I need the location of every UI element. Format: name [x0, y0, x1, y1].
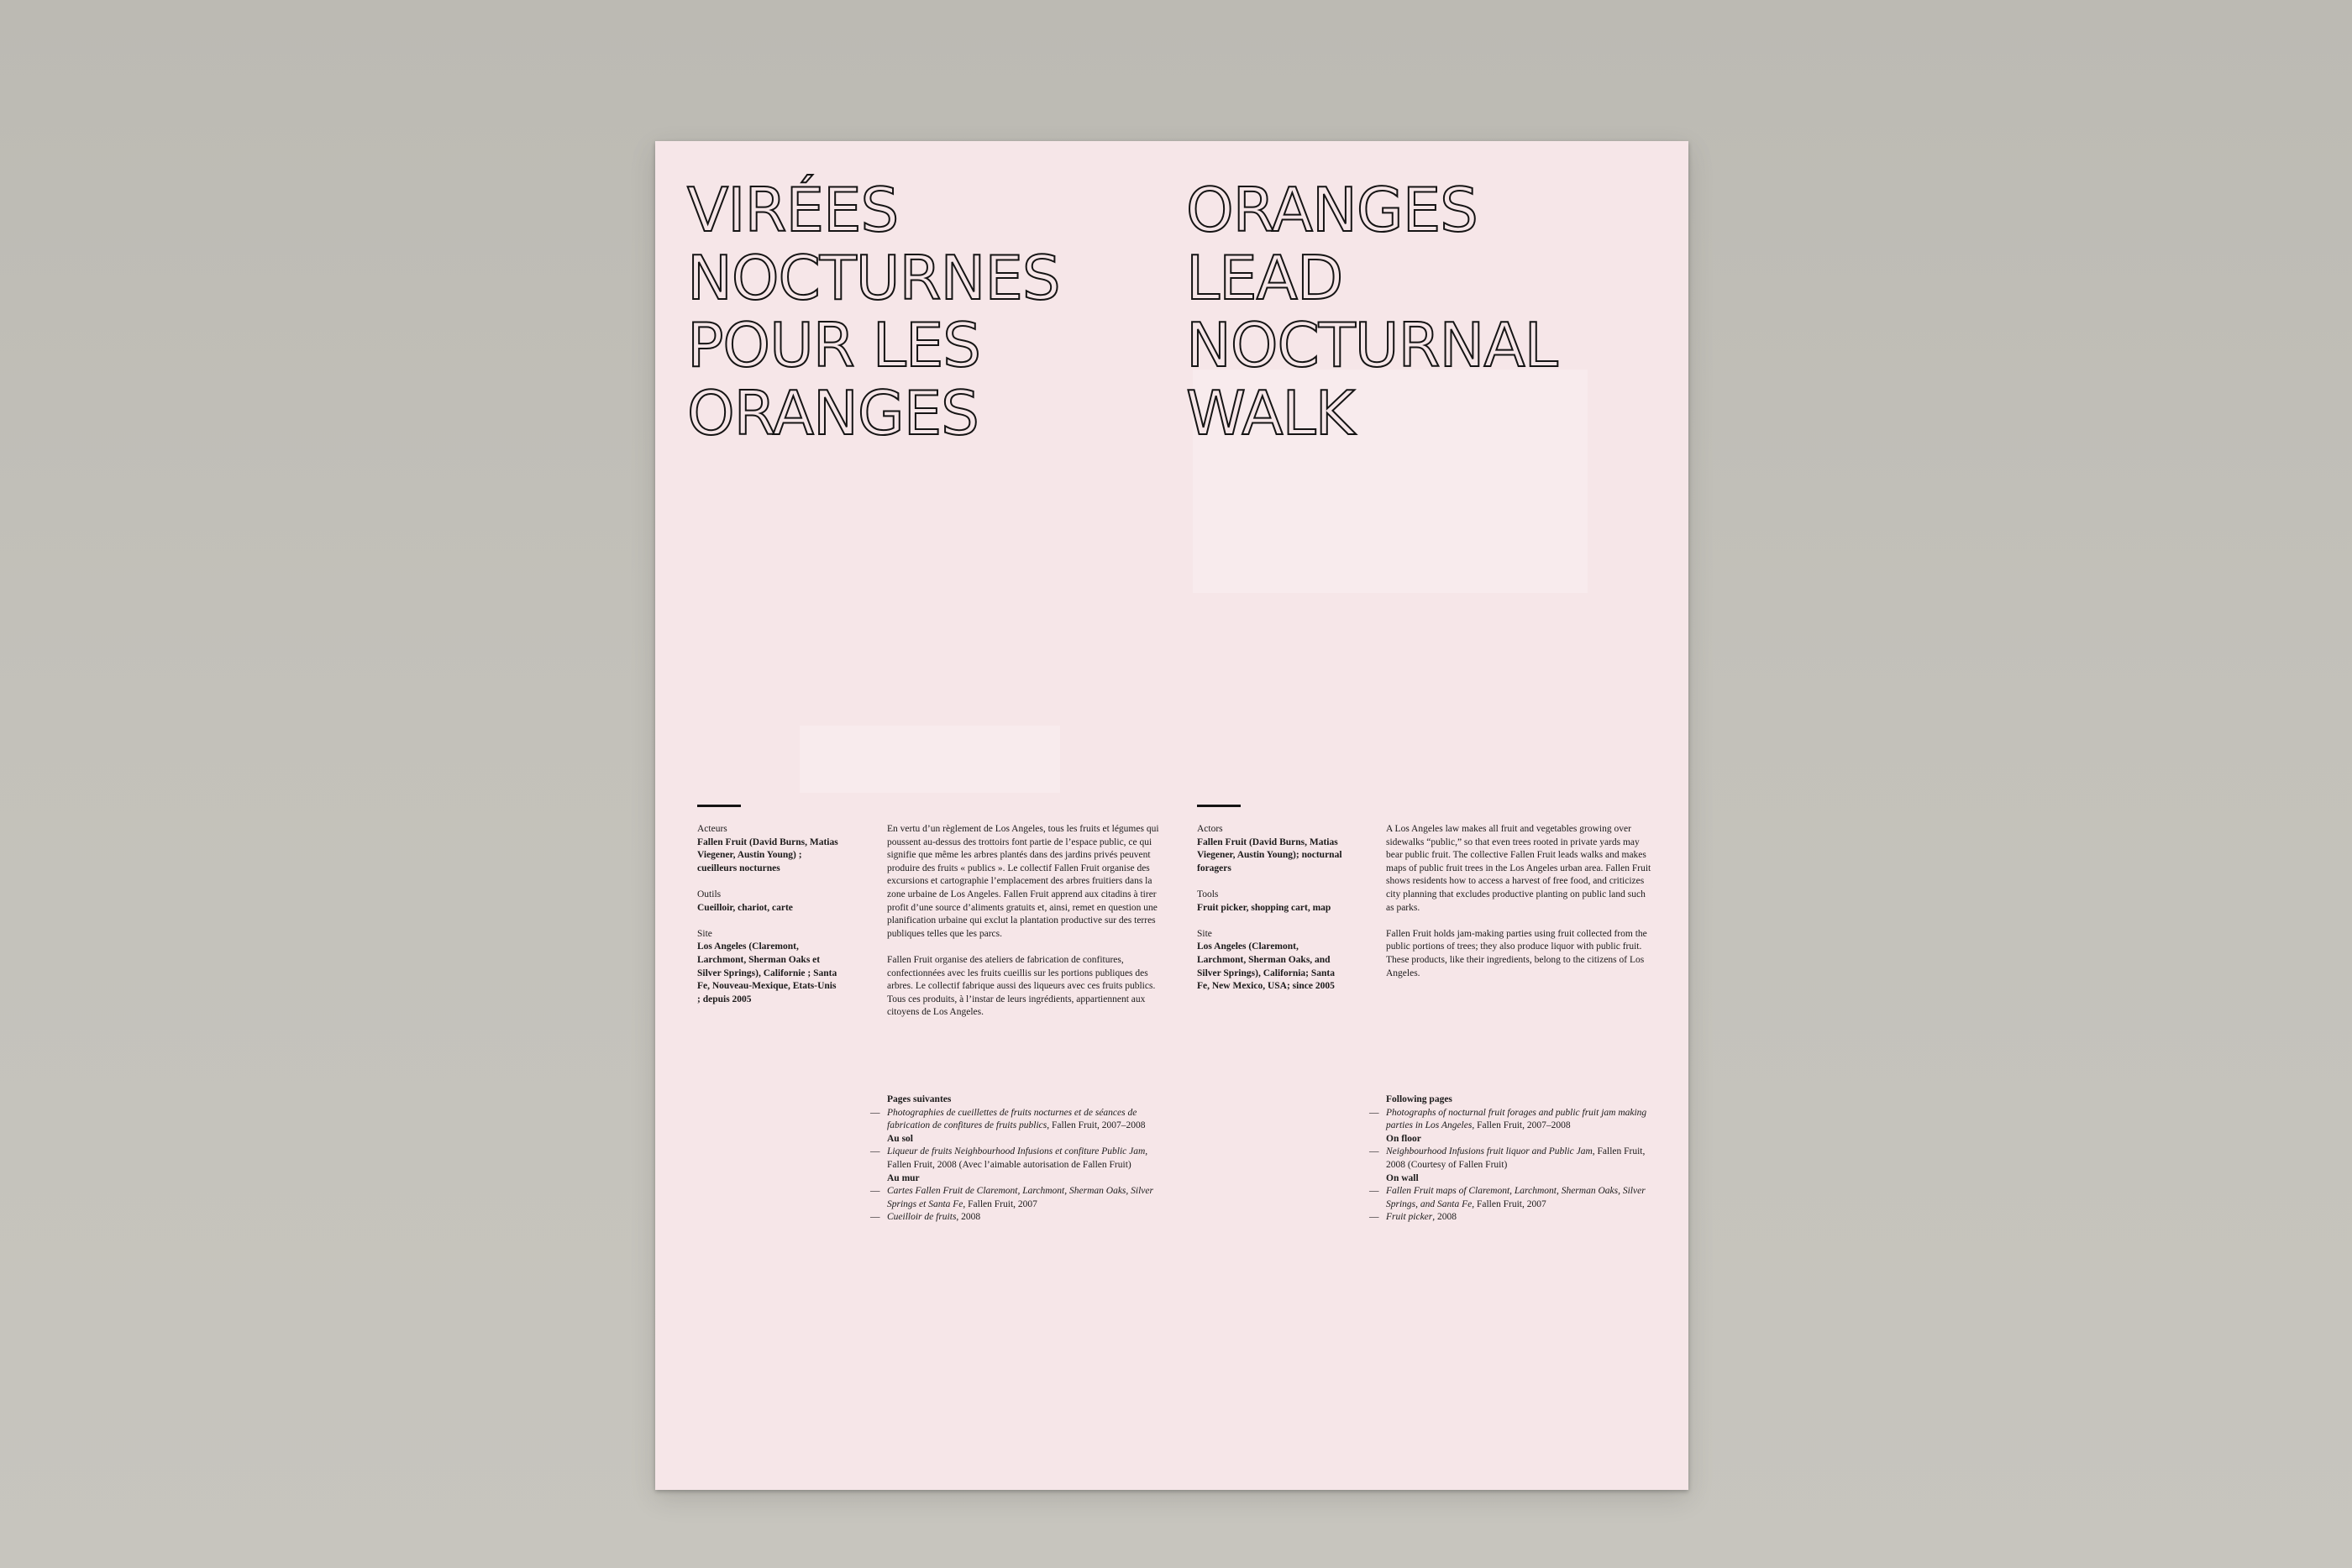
french-body	[887, 823, 1161, 1033]
french-title	[687, 176, 1060, 448]
credit-value: Fruit picker, shopping cart, map	[1197, 902, 1331, 913]
group-heading: On floor	[1386, 1133, 1421, 1144]
body-paragraph: Fallen Fruit holds jam-making parties using fruit collected from the public portions of trees; they also produce liquor with public fruit. These products, like their ingredients, belong to the citizens of Los Angeles.	[1386, 928, 1647, 978]
dash-marker: —	[870, 1146, 880, 1157]
list-item	[870, 1185, 1156, 1211]
dash-marker: —	[1369, 1212, 1379, 1223]
credit-label: Site	[1197, 928, 1212, 939]
work-details: , 2008	[956, 1212, 981, 1223]
dash-marker: —	[870, 1107, 880, 1118]
credit-value: Fallen Fruit (David Burns, Matias Viegener, Austin Young); nocturnal foragers	[1197, 836, 1342, 873]
english-body	[1386, 823, 1655, 994]
body-paragraph: Fallen Fruit organise des ateliers de fabrication de confitures, confectionnées avec les fruits cueillis sur les portions publiques des arbres. Le collectif fabrique aussi des liqueurs avec ces fruits publics. Tous ces produits, à l’instar de leurs ingrédients, appartiennent aux citoyens de Los Angeles.	[887, 954, 1156, 1018]
english-following-pages	[1369, 1093, 1655, 1225]
list-item	[870, 1211, 1156, 1225]
work-title: Fallen Fruit maps of Claremont, Larchmont, Sherman Oaks, Silver Springs, and Santa Fe	[1386, 1186, 1646, 1209]
title-line: NOCTURNAL	[1186, 310, 1557, 381]
credit-label: Actors	[1197, 824, 1223, 834]
credit-label: Outils	[697, 889, 722, 899]
dash-marker: —	[1369, 1107, 1379, 1118]
english-title	[1186, 176, 1557, 448]
dash-marker: —	[1369, 1186, 1379, 1197]
work-title: Cueilloir de fruits	[887, 1212, 957, 1223]
dash-marker: —	[870, 1212, 880, 1223]
credit-value: Los Angeles (Claremont, Larchmont, Sherman Oaks et Silver Springs), Californie ; Santa Fe, Nouveau-Mexique, Etats-Unis ; depuis 2005	[697, 941, 837, 1004]
work-title: Fruit picker	[1386, 1212, 1433, 1223]
section-rule	[1197, 805, 1241, 807]
work-details: , Fallen Fruit, 2008 (Avec l’aimable autorisation de Fallen Fruit)	[887, 1146, 1148, 1170]
dash-marker: —	[870, 1186, 880, 1197]
list-item	[870, 1146, 1156, 1172]
work-details: , Fallen Fruit, 2007	[1472, 1198, 1546, 1209]
section-rule	[697, 805, 741, 807]
show-through-image-area	[800, 726, 1060, 793]
credit-value: Los Angeles (Claremont, Larchmont, Sherman Oaks, and Silver Springs), California; Santa Fe, New Mexico, USA; since 2005	[1197, 941, 1335, 992]
body-paragraph: En vertu d’un règlement de Los Angeles, tous les fruits et légumes qui poussent au-dessus des trottoirs font partie de l’espace public, ce qui signifie que même les arbres plantés dans des jardins privés peuvent produire des fruits « publics ». Le collectif Fallen Fruit organise des excursions et cartographie l’emplacement des arbres fruitiers dans la zone urbaine de Los Angeles. Fallen Fruit apprend aux citadins à tirer profit d’une source d’aliments gratuits et, ainsi, remet en question une planification urbaine qui exclut la plantation productive sur des terres publiques telles que les parcs.	[887, 824, 1159, 939]
credit-value: Fallen Fruit (David Burns, Matias Viegener, Austin Young) ; cueilleurs nocturnes	[697, 836, 838, 873]
list-item	[1369, 1185, 1655, 1211]
title-line: WALK	[1186, 377, 1354, 448]
title-line: NOCTURNES	[687, 242, 1060, 313]
dash-marker: —	[1369, 1146, 1379, 1157]
work-details: , Fallen Fruit, 2008 (Courtesy of Fallen Fruit)	[1386, 1146, 1646, 1170]
work-details: , 2008	[1432, 1212, 1457, 1223]
list-item	[1369, 1107, 1655, 1133]
body-paragraph: A Los Angeles law makes all fruit and vegetables growing over sidewalks “public,” so that even trees rooted in private yards may bear public fruit. The collective Fallen Fruit leads walks and makes maps of public fruit trees in the Los Angeles urban area. Fallen Fruit shows residents how to access a harvest of free food, and criticizes city planning that excludes productive planting on public land such as parks.	[1386, 824, 1651, 913]
following-pages-heading: Pages suivantes	[887, 1094, 952, 1104]
work-details: , Fallen Fruit, 2007–2008	[1472, 1120, 1571, 1131]
title-line: ORANGES	[687, 377, 979, 448]
printed-sheet	[655, 141, 1688, 1490]
credit-label: Acteurs	[697, 824, 727, 834]
work-details: , Fallen Fruit, 2007	[963, 1198, 1037, 1209]
title-line: POUR LES	[687, 310, 981, 381]
work-title: Cartes Fallen Fruit de Claremont, Larchmont, Sherman Oaks, Silver Springs et Santa Fe	[887, 1186, 1153, 1209]
work-title: Photographs of nocturnal fruit forages and public fruit jam making parties in Los Angeles	[1386, 1107, 1647, 1131]
credit-label: Tools	[1197, 889, 1219, 899]
list-item	[1369, 1146, 1655, 1172]
work-details: , Fallen Fruit, 2007–2008	[1047, 1120, 1146, 1131]
following-pages-heading: Following pages	[1386, 1094, 1452, 1104]
work-title: Photographies de cueillettes de fruits nocturnes et de séances de fabrication de confitures de fruits publics	[887, 1107, 1137, 1131]
english-credits	[1197, 823, 1348, 1006]
work-title: Neighbourhood Infusions fruit liquor and Public Jam	[1386, 1146, 1593, 1157]
french-credits	[697, 823, 840, 1020]
group-heading: Au sol	[887, 1133, 913, 1144]
title-line: VIRÉES	[687, 175, 899, 245]
group-heading: On wall	[1386, 1172, 1419, 1183]
title-line: ORANGES	[1186, 175, 1478, 245]
credit-label: Site	[697, 928, 712, 939]
list-item	[1369, 1211, 1655, 1225]
french-following-pages	[870, 1093, 1156, 1225]
credit-value: Cueilloir, chariot, carte	[697, 902, 793, 913]
group-heading: Au mur	[887, 1172, 920, 1183]
list-item	[870, 1107, 1156, 1133]
work-title: Liqueur de fruits Neighbourhood Infusions et confiture Public Jam	[887, 1146, 1146, 1157]
title-line: LEAD	[1186, 242, 1343, 313]
